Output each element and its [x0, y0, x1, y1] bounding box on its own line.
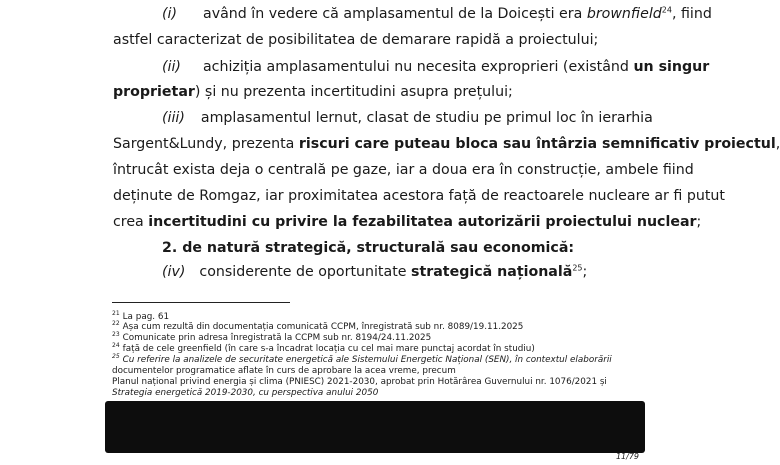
paragraph-line-11: (iv) considerente de oportunitate strategică națională$^{25}$; [162, 263, 588, 280]
paragraph-line-9: crea incertitudini cu privire la fezabilitatea autorizării proiectului nuclear; [113, 214, 702, 230]
item-marker-i: (i) [162, 6, 178, 22]
term-brownfield: brownfield [586, 6, 662, 22]
paragraph-line-6: Sargent&Lundy, prezenta riscuri care puteau bloca sau întârzia semnificativ proiectul, [113, 136, 780, 152]
page-number: 11/79 [615, 452, 639, 461]
redaction-block [105, 401, 645, 453]
paragraph-line-5: (iii) amplasamentul lernut, clasat de studiu pe primul loc în ierarhia [162, 110, 653, 126]
footnote-25-cont-3: Strategia energetică 2019-2030, cu perspectiva anului 2050 [112, 388, 379, 398]
footnote-separator [112, 302, 290, 303]
footnote-25-cont-2: Planul național privind energia și clima (PNIESC) 2021-2030, aprobat prin Hotărârea Guvernului nr. 1076/2021 și [112, 377, 607, 387]
paragraph-line-1: (i) având în vedere că amplasamentul de la Doicești era brownfield$^{24}$, fiind [162, 5, 712, 22]
section-heading-2: 2. de natură strategică, structurală sau economică: [162, 240, 575, 256]
paragraph-line-2: astfel caracterizat de posibilitatea de demarare rapidă a proiectului; [113, 32, 599, 48]
footnote-24: $^{24}$ față de cele greenfield (în care s-a încadrat locația cu cel mai mare punctaj acordat în studiu) [112, 342, 535, 354]
footnote-25-cont-1: documentelor programatice aflate în curs de aprobare la acea vreme, precum [112, 366, 456, 376]
footnote-21: $^{21}$ La pag. 61 [112, 310, 170, 322]
item-marker-ii: (ii) [162, 59, 181, 75]
footnote-25: $^{25}$ Cu referire la analizele de securitate energetică ale Sistemului Energetic Național (SEN), în contextul elaborării [112, 353, 612, 365]
footnote-22: $^{22}$ Așa cum rezultă din documentația comunicată CCPM, înregistrată sub nr. 8089/19.11.2025 [112, 320, 524, 332]
paragraph-line-4: proprietar) și nu prezenta incertitudini asupra prețului; [113, 84, 513, 100]
footnote-ref-24: 24 [661, 5, 672, 15]
item-marker-iv: (iv) [162, 264, 186, 280]
footnote-23: $^{23}$ Comunicate prin adresa înregistrată la CCPM sub nr. 8194/24.11.2025 [112, 331, 432, 343]
paragraph-line-3: (ii) achiziția amplasamentului nu necesita exproprieri (existând un singur [162, 59, 710, 75]
paragraph-line-7: întrucât exista deja o centrală pe gaze, iar a doua era în construcție, ambele fiind [113, 162, 694, 178]
footnote-ref-25: 25 [572, 263, 583, 273]
paragraph-line-8: deținute de Romgaz, iar proximitatea acestora față de reactoarele nucleare ar fi putut [113, 188, 725, 204]
item-marker-iii: (iii) [162, 110, 185, 126]
